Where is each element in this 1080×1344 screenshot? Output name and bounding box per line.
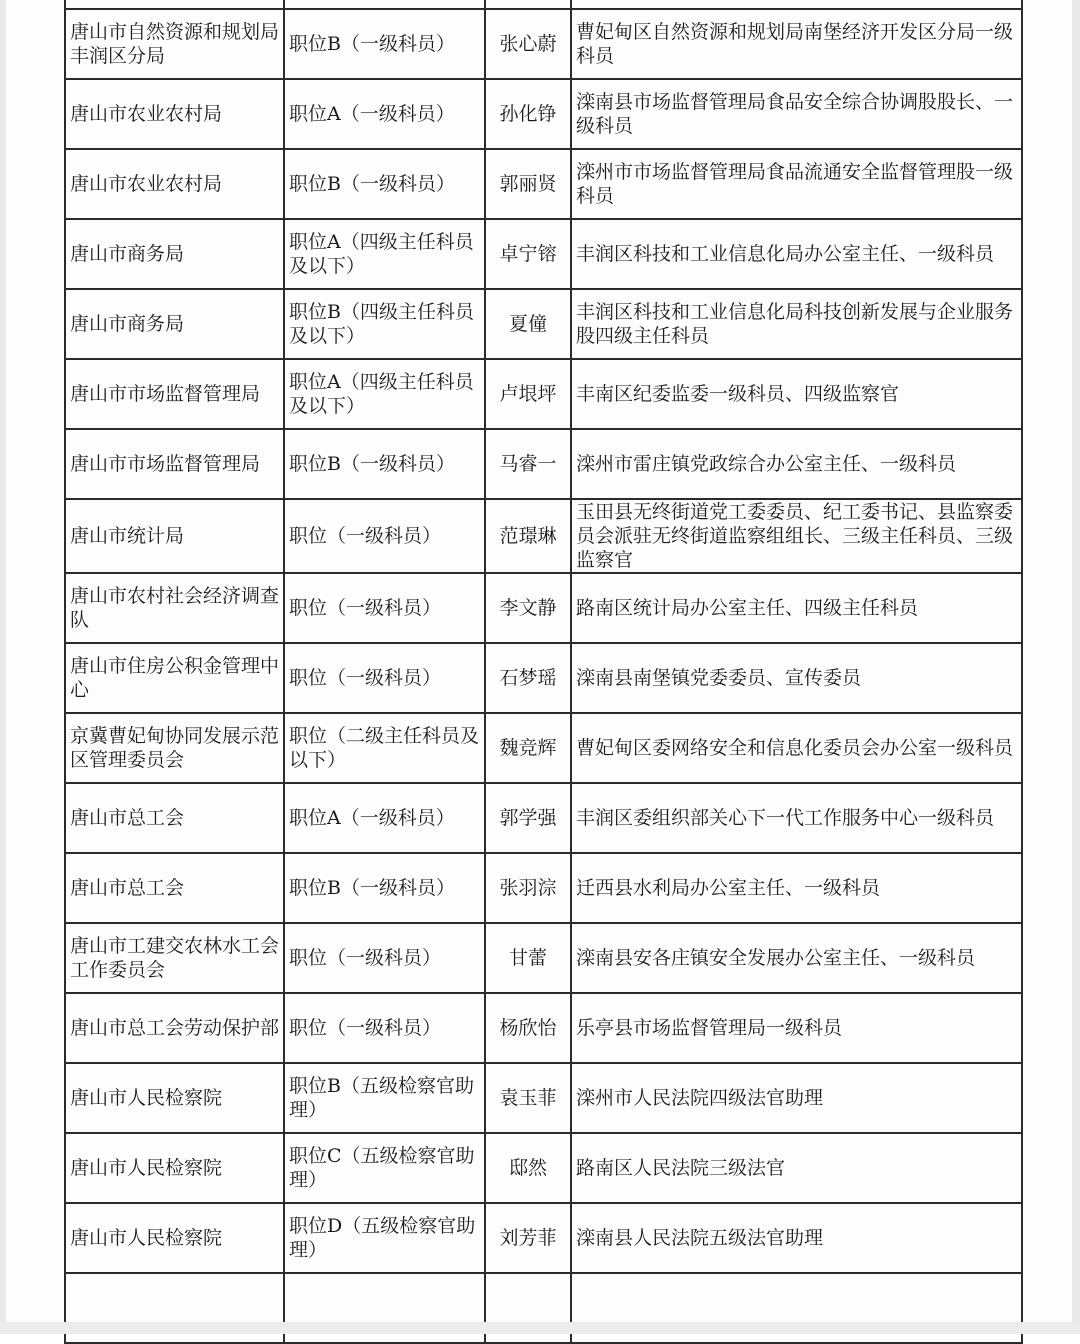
cell-position: 职位（一级科员） [284, 643, 485, 713]
cell-name: 杨欣怡 [485, 993, 571, 1063]
cell-unit: 唐山市人民检察院 [65, 1063, 284, 1133]
cell-current-post: 滦南县南堡镇党委委员、宣传委员 [571, 643, 1022, 713]
cell-position: 职位B（一级科员） [284, 853, 485, 923]
cell-current-post: 路南区人民法院三级法官 [571, 1133, 1022, 1203]
page-bottom-edge [0, 1322, 1080, 1334]
cell-unit [65, 0, 284, 9]
cell-unit: 唐山市自然资源和规划局丰润区分局 [65, 9, 284, 79]
cell-name: 张羽淙 [485, 853, 571, 923]
cell-position: 职位A（一级科员） [284, 783, 485, 853]
cell-unit: 唐山市商务局 [65, 219, 284, 289]
cell-current-post: 玉田县无终街道党工委委员、纪工委书记、县监察委员会派驻无终街道监察组组长、三级主任科员、三级监察官 [571, 499, 1022, 573]
table-row [65, 289, 1022, 359]
cell-current-post: 滦南县安各庄镇安全发展办公室主任、一级科员 [571, 923, 1022, 993]
table-row [65, 219, 1022, 289]
cell-unit: 唐山市总工会 [65, 853, 284, 923]
table-row [65, 9, 1022, 79]
cell-name: 卓宁镕 [485, 219, 571, 289]
table-row [65, 149, 1022, 219]
cell-current-post: 路南区统计局办公室主任、四级主任科员 [571, 573, 1022, 643]
cell-current-post: 滦南县人民法院五级法官助理 [571, 1203, 1022, 1273]
table-row [65, 79, 1022, 149]
cell-unit: 唐山市人民检察院 [65, 1203, 284, 1273]
table-row [65, 573, 1022, 643]
cell-name: 李文静 [485, 573, 571, 643]
cell-current-post: 丰润区委组织部关心下一代工作服务中心一级科员 [571, 783, 1022, 853]
cell-name: 马睿一 [485, 429, 571, 499]
cell-position: 职位（一级科员） [284, 923, 485, 993]
table-row [65, 499, 1022, 573]
table-row [65, 1203, 1022, 1273]
cell-name: 孙化铮 [485, 79, 571, 149]
cell-unit: 唐山市总工会 [65, 783, 284, 853]
cell-current-post: 滦南县市场监督管理局食品安全综合协调股股长、一级科员 [571, 79, 1022, 149]
cell-name: 郭学强 [485, 783, 571, 853]
personnel-table [64, 0, 1023, 1344]
cell-unit: 唐山市总工会劳动保护部 [65, 993, 284, 1063]
cell-unit: 京冀曹妃甸协同发展示范区管理委员会 [65, 713, 284, 783]
cell-current-post: 丰润区科技和工业信息化局办公室主任、一级科员 [571, 219, 1022, 289]
cell-unit: 唐山市人民检察院 [65, 1133, 284, 1203]
table-row [65, 993, 1022, 1063]
table-row [65, 1133, 1022, 1203]
table-row [65, 0, 1022, 9]
table-row [65, 783, 1022, 853]
cell-unit: 唐山市农业农村局 [65, 79, 284, 149]
left-margin [0, 0, 6, 1334]
cell-position: 职位A（四级主任科员及以下） [284, 219, 485, 289]
table-body [65, 0, 1022, 1343]
cell-name: 卢垠坪 [485, 359, 571, 429]
cell-position: 职位D（五级检察官助理） [284, 1203, 485, 1273]
cell-current-post: 丰润区科技和工业信息化局科技创新发展与企业服务股四级主任科员 [571, 289, 1022, 359]
cell-position [284, 0, 485, 9]
table-row [65, 359, 1022, 429]
cell-position: 职位（一级科员） [284, 993, 485, 1063]
cell-current-post: 曹妃甸区自然资源和规划局南堡经济开发区分局一级科员 [571, 9, 1022, 79]
cell-name: 夏僮 [485, 289, 571, 359]
cell-name: 范璟琳 [485, 499, 571, 573]
table-row [65, 713, 1022, 783]
cell-name: 邸然 [485, 1133, 571, 1203]
table-row [65, 853, 1022, 923]
cell-position: 职位（二级主任科员及以下） [284, 713, 485, 783]
cell-unit: 唐山市住房公积金管理中心 [65, 643, 284, 713]
cell-current-post: 迁西县水利局办公室主任、一级科员 [571, 853, 1022, 923]
cell-unit: 唐山市统计局 [65, 499, 284, 573]
right-margin [1072, 0, 1080, 1334]
cell-unit: 唐山市商务局 [65, 289, 284, 359]
cell-position: 职位A（一级科员） [284, 79, 485, 149]
cell-unit: 唐山市农村社会经济调查队 [65, 573, 284, 643]
cell-position: 职位B（一级科员） [284, 9, 485, 79]
table-row [65, 643, 1022, 713]
cell-current-post: 滦州市人民法院四级法官助理 [571, 1063, 1022, 1133]
cell-name: 魏竞辉 [485, 713, 571, 783]
cell-name: 石梦瑶 [485, 643, 571, 713]
cell-position: 职位A（四级主任科员及以下） [284, 359, 485, 429]
cell-current-post: 曹妃甸区委网络安全和信息化委员会办公室一级科员 [571, 713, 1022, 783]
cell-unit: 唐山市市场监督管理局 [65, 359, 284, 429]
cell-current-post: 丰南区纪委监委一级科员、四级监察官 [571, 359, 1022, 429]
cell-unit: 唐山市工建交农林水工会工作委员会 [65, 923, 284, 993]
table-row [65, 429, 1022, 499]
cell-name [485, 0, 571, 9]
cell-position: 职位C（五级检察官助理） [284, 1133, 485, 1203]
cell-name: 刘芳菲 [485, 1203, 571, 1273]
cell-current-post [571, 0, 1022, 9]
cell-name: 张心蔚 [485, 9, 571, 79]
cell-name: 袁玉菲 [485, 1063, 571, 1133]
cell-position: 职位B（一级科员） [284, 429, 485, 499]
table-row [65, 1063, 1022, 1133]
cell-current-post: 滦州市市场监督管理局食品流通安全监督管理股一级科员 [571, 149, 1022, 219]
cell-position: 职位（一级科员） [284, 499, 485, 573]
cell-name: 甘蕾 [485, 923, 571, 993]
cell-position: 职位B（一级科员） [284, 149, 485, 219]
cell-unit: 唐山市农业农村局 [65, 149, 284, 219]
cell-name: 郭丽贤 [485, 149, 571, 219]
cell-position: 职位（一级科员） [284, 573, 485, 643]
cell-current-post: 乐亭县市场监督管理局一级科员 [571, 993, 1022, 1063]
cell-unit: 唐山市市场监督管理局 [65, 429, 284, 499]
cell-current-post: 滦州市雷庄镇党政综合办公室主任、一级科员 [571, 429, 1022, 499]
cell-position: 职位B（五级检察官助理） [284, 1063, 485, 1133]
cell-position: 职位B（四级主任科员及以下） [284, 289, 485, 359]
table-row [65, 923, 1022, 993]
